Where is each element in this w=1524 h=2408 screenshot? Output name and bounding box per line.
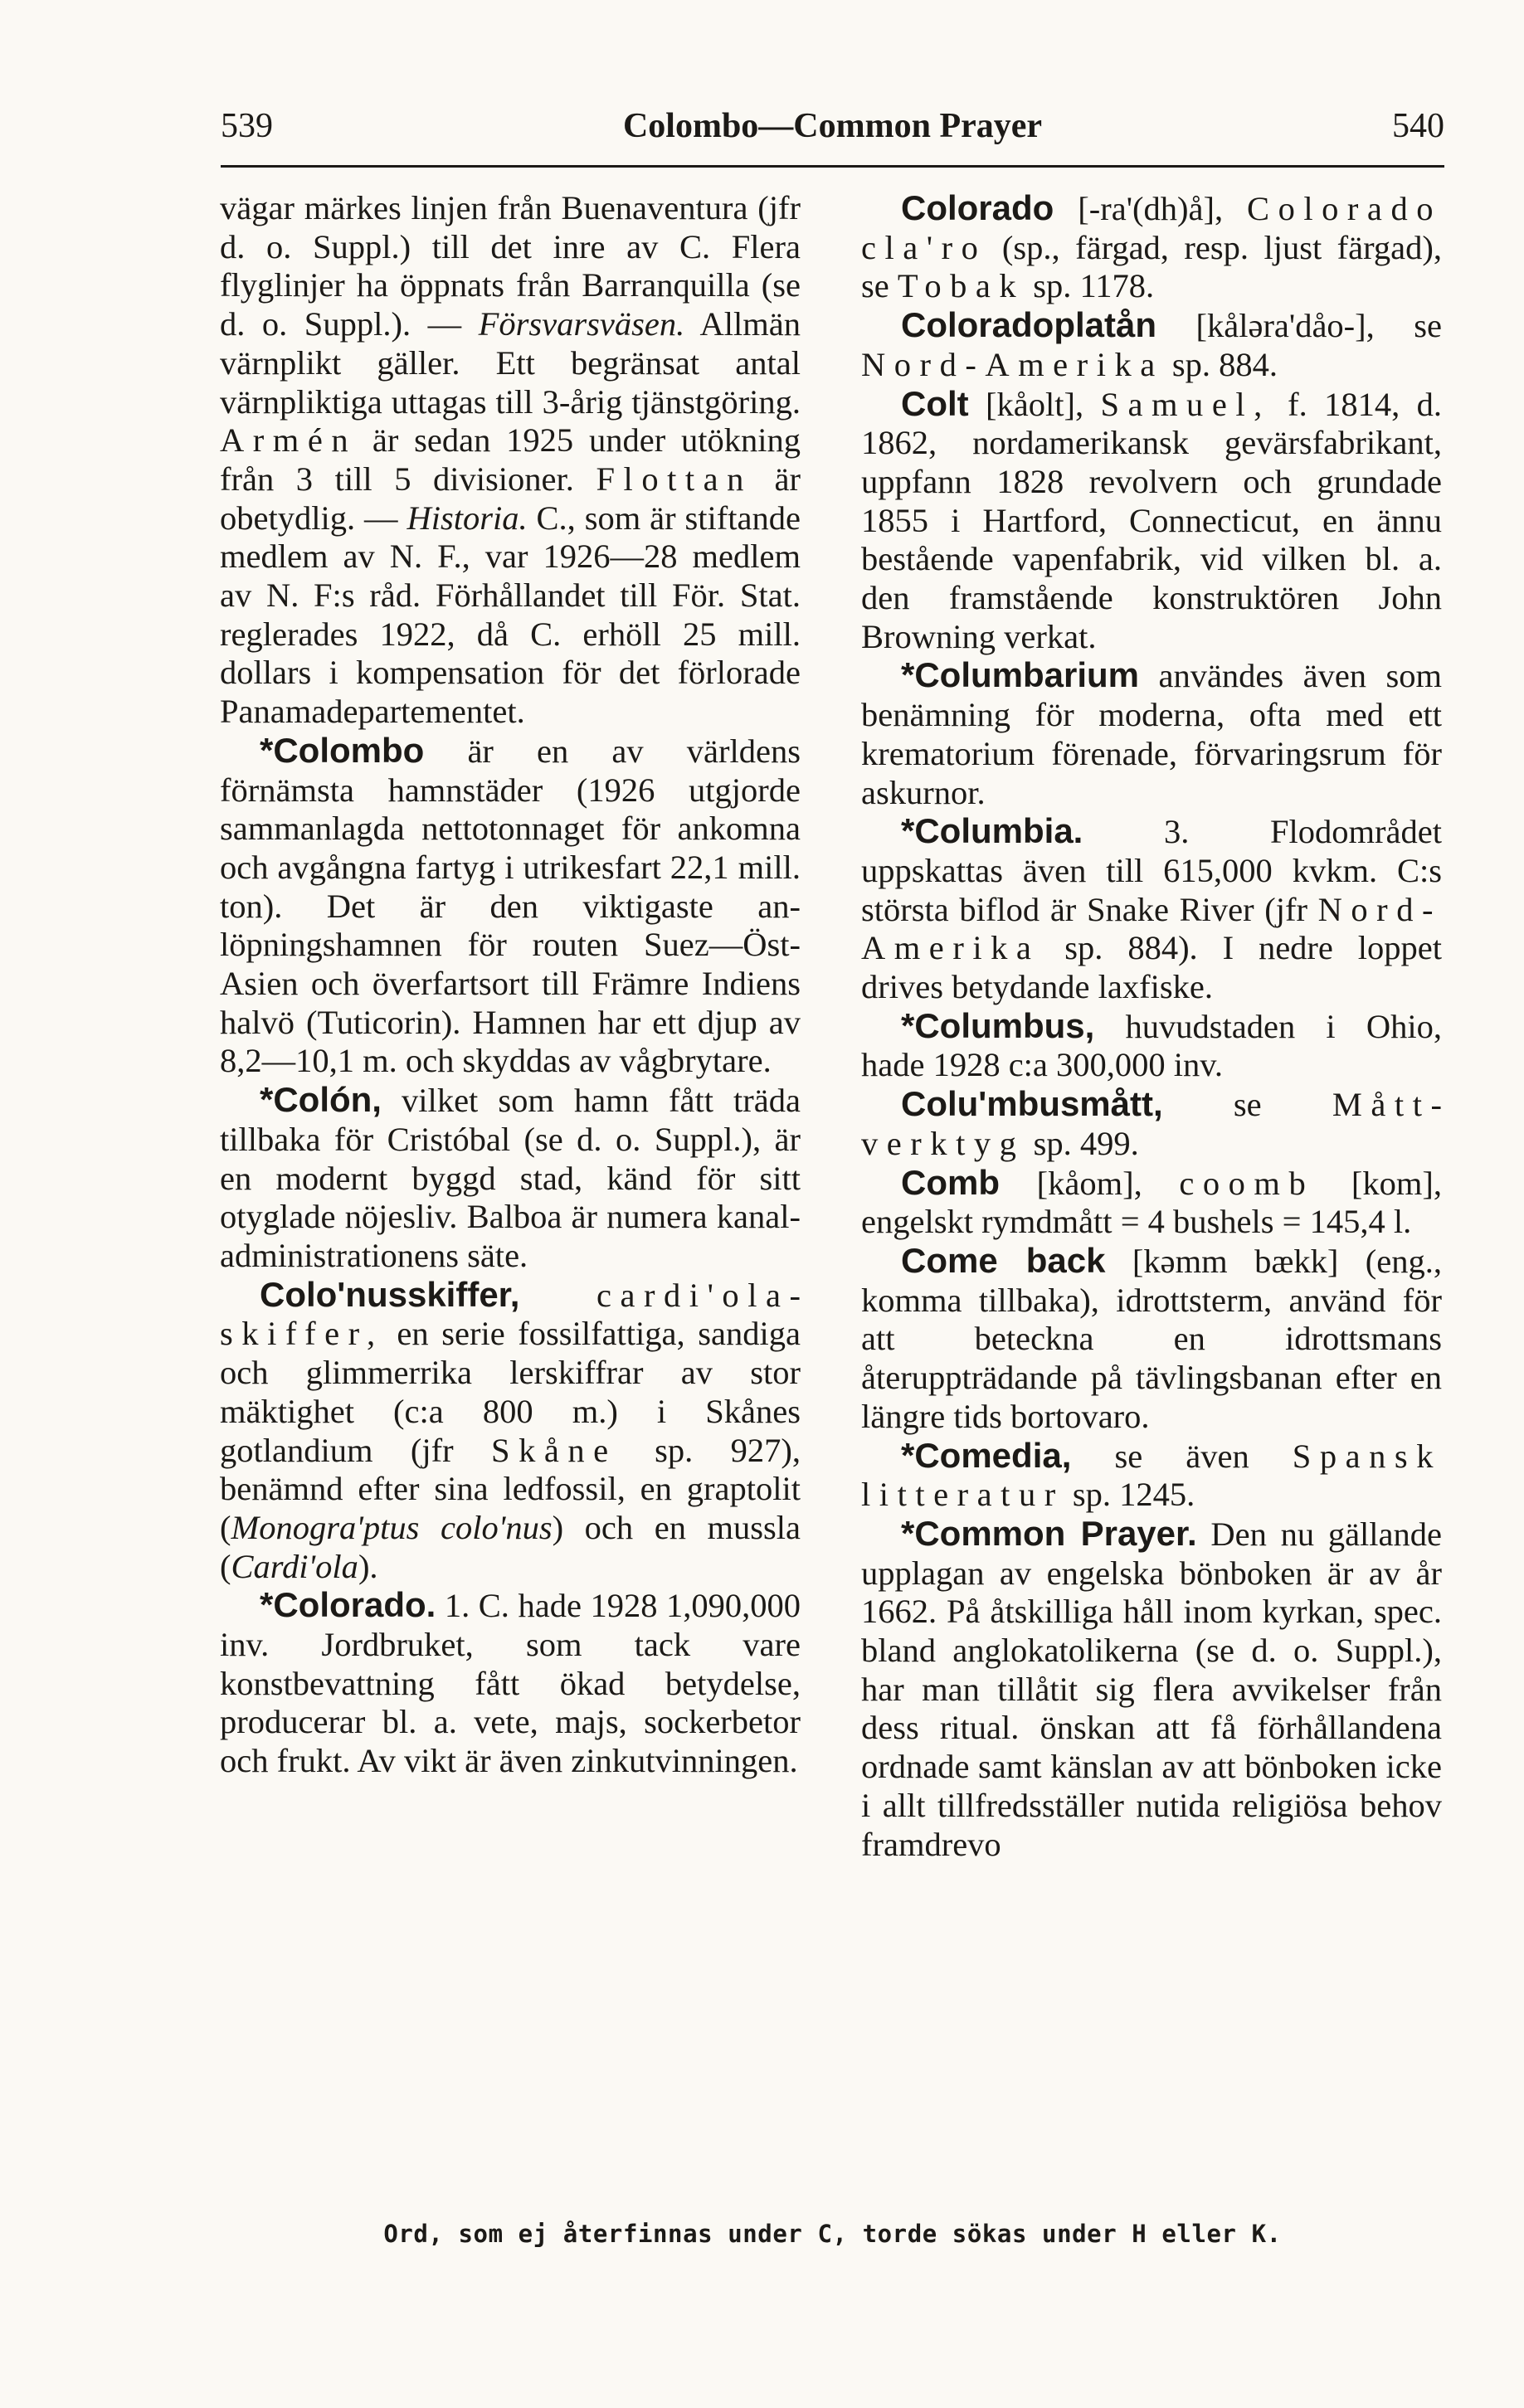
headword: Colorado [901,188,1054,227]
headword: Colt [901,383,969,423]
headword: *Common Prayer. [901,1513,1197,1553]
headword: *Colón, [260,1080,382,1120]
headword: Come back [901,1240,1106,1280]
running-title: Colombo—Common Prayer [622,107,1043,145]
entry-comb: Comb [kåom], coomb [kom], engelskt rymdmått = 4 bushels = 145,4 l. [861,1162,1442,1241]
entry-comeback: Come back [kәmm bækk] (eng., komma tillbaka), idrottsterm, använd för att beteckna en idrottsmans återuppträdande på tävlingsbanan efter en längre tids bortovaro. [861,1240,1442,1435]
left-column [220,189,801,2205]
entry-columbus: *Columbus, huvudstaden i Ohio, hade 1928 c:a 300,000 inv. [861,1005,1442,1084]
entry-colorado-1: *Colorado. 1. C. hade 1928 1,090,000 inv. Jordbruket, som tack vare konstbevattning fått ökad betydelse, producerar bl. a. vete, majs, sockerbetor och frukt. Av vikt är även zinkutvinningen. [220,1585,801,1780]
headword: Comb [901,1162,1000,1202]
entry-columbusmatt: Colu'mbusmått, se Måttverktyg sp. 499. [861,1084,1442,1162]
page-number-left: 539 [221,107,273,145]
entry-columbia: *Columbia. 3. Flodområdet uppskattas även till 615,000 kvkm. C:s största biflod är Snake River (jfr Nord-Amerika sp. 884). I nedre loppet drives betydande laxfiske. [861,811,1442,1006]
right-column [861,189,1442,2205]
headword: *Colombo [260,730,425,770]
entry-colonusskiffer: Colo'nusskiffer, cardi'olaskiffer, en serie fossilfattiga, sandiga och glimmerrika lerskiffrar av stor mäktighet (c:a 800 m.) i Skånes gotlandium (jfr Skåne sp. 927), benämnd efter sina ledfossil, en graptolit (Monogra'ptus colo'nus) och en mussla (Cardi'ola). [220,1274,801,1585]
headword: *Comedia, [901,1435,1072,1475]
headword: *Columbia. [901,811,1083,851]
entry-continuation: vägar märkes linjen från Buenaventura (jfr d. o. Suppl.) till det inre av C. Flera flyglinjer ha öppnats från Barranquilla (se d. o. Suppl.). — Försvarsväsen. Allmän värnplikt gäller. Ett begränsat antal värnpliktiga uttagas till 3-årig tjänstgöring. Armén är sedan 1925 under utökning från 3 till 5 divisioner. Flottan är obetydlig. — Historia. C., som är stiftande medlem av N. F., var 1926—28 medlem av N. F:s råd. Förhållandet till För. Stat. reglerades 1922, då C. erhöll 25 mill. dollars i kompensation för det förlorade Panamadepartementet. [220,189,801,731]
entry-colt: Colt [kåolt], Samuel, f. 1814, d. 1862, nordamerikansk gevärsfabrikant, uppfann 1828 revolvern och grundade 1855 i Hartford, Connecticut, en ännu bestående vapenfabrik, vid vilken bl. a. den framstående konstruktören John Browning verkat. [861,383,1442,655]
page-header [221,106,1444,156]
headword: Colo'nusskiffer, [260,1274,520,1314]
entry-colombo: *Colombo är en av världens förnämsta hamnstäder (1926 utgjorde sammanlagda nettotonnaget för ankomna och avgångna fartyg i utrikesfart 22,1 mill. ton). Det är den viktigaste anlöpningshamnen för routen Suez—Öst-Asien och överfartsort till Främre Indiens halvö (Tuticorin). Hamnen har ett djup av 8,2—10,1 m. och skyddas av vågbrytare. [220,730,801,1080]
entry-coloradoplatan: Coloradoplatån [kålәra'dåo-], se Nord-Amerika sp. 884. [861,305,1442,383]
headword: *Columbarium [901,655,1140,695]
headword: Coloradoplatån [901,305,1157,345]
headword: *Columbus, [901,1005,1095,1045]
header-rule [221,165,1444,168]
entry-comedia: *Comedia, se även Spansk litteratur sp. 1245. [861,1435,1442,1514]
headword: Colu'mbusmått, [901,1084,1163,1124]
page-number-right: 540 [1392,107,1444,145]
page-footer-note: Ord, som ej återfinnas under C, torde sökas under H eller K. [383,2220,1282,2248]
entry-columbarium: *Columbarium användes även som benämning för moderna, ofta med ett krematorium förenade, förvaringsrum för askurnor. [861,655,1442,811]
entry-common-prayer: *Common Prayer. Den nu gällande upplagan av engelska bönboken är av år 1662. På åtskilliga håll inom kyrkan, spec. bland anglokatolikerna (se d. o. Suppl.), har man tillåtit sig flera avvikelser från dess ritual. önskan att få förhållandena ordnade samt känslan av att bönboken icke i allt tillfredsställer nutida religiösa behov framdrevo [861,1513,1442,1863]
entry-colorado-2: Colorado [-ra'(dh)å], Colorado cla'ro (sp., färgad, resp. ljust färgad), se Tobak sp. 1178. [861,188,1442,305]
entry-colon: *Colón, vilket som hamn fått träda tillbaka för Cristóbal (se d. o. Suppl.), är en modernt byggd stad, känd för sitt otyglade nöjesliv. Balboa är numera kanaladministrationens säte. [220,1080,801,1274]
headword: *Colorado. [260,1585,436,1625]
